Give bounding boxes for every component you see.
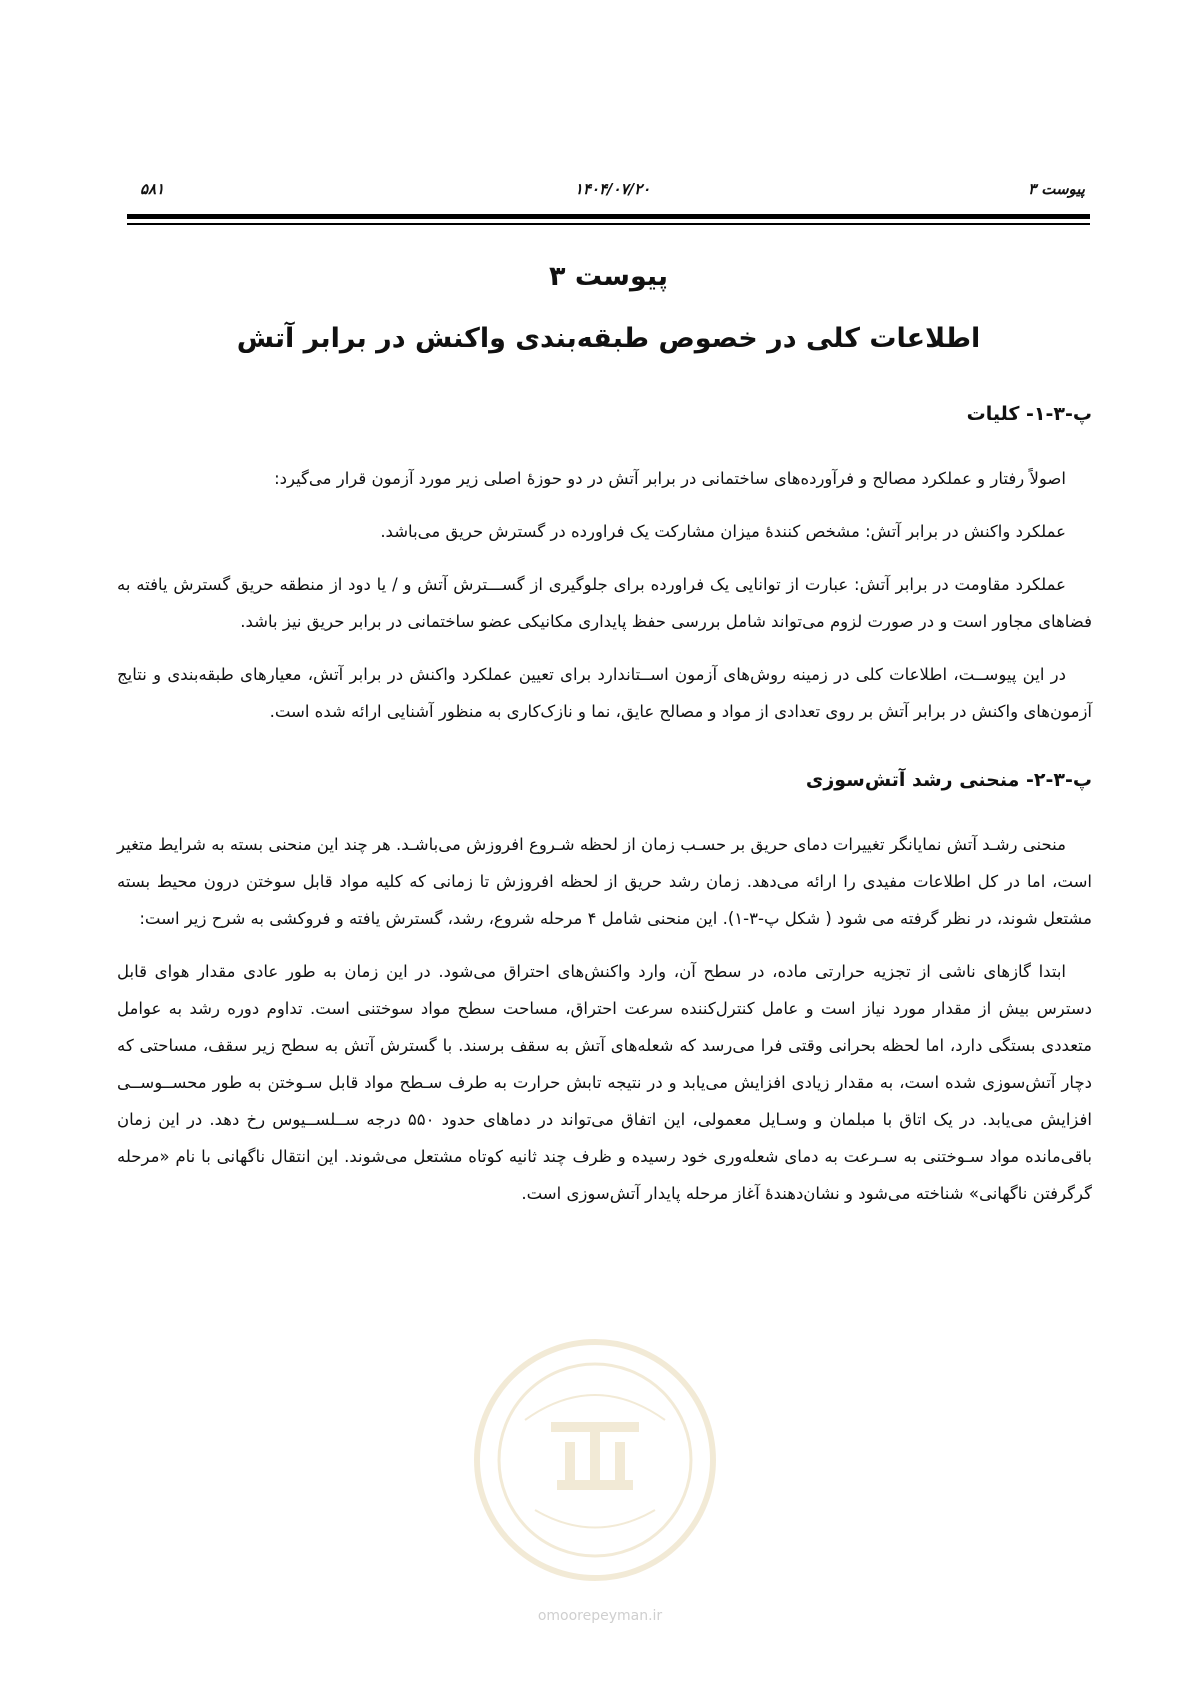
header-date: ۱۴۰۴/۰۷/۲۰ (574, 180, 651, 198)
running-header (140, 180, 1085, 206)
header-page-number: ۵۸۱ (140, 180, 165, 198)
paragraph: اصولاً رفتار و عملکرد مصالح و فرآورده‌های ساختمانی در برابر آتش در دو حوزۀ اصلی زیر مورد آزمون قرار می‌گیرد: (274, 469, 1066, 488)
paragraph: عملکرد مقاومت در برابر آتش: عبارت از توانایی یک فراورده برای جلوگیری از گســـترش آتش و / یا دود از منطقه حریق گسترش یافته به فضاهای مجاور است و در صورت لزوم می‌تواند شامل بررسی حفظ پایداری مکانیکی عضو ساختمانی در برابر حریق نیز باشد. (117, 575, 1092, 631)
watermark-url: omoorepeyman.ir (537, 1608, 663, 1624)
section-heading-fire-growth-curve: پ-۳-۲- منحنی رشد آتش‌سوزی (805, 769, 1092, 791)
header-rule-thick (127, 214, 1090, 219)
document-title (127, 252, 1090, 364)
paragraph: در این پیوســت، اطلاعات کلی در زمینه روش‌های آزمون اســتاندارد برای تعیین عملکرد واکنش در برابر آتش، معیارهای طبقه‌بندی و نتایج آزمون‌های واکنش در برابر آتش بر روی تعدادی از مواد و مصالح عایق، نما و نازک‌کاری به منظور آشنایی ارائه شده است. (117, 665, 1092, 721)
header-appendix-label: پیوست ۳ (1027, 180, 1085, 198)
watermark-seal-icon (465, 1330, 725, 1590)
header-rule-thin (127, 223, 1090, 225)
paragraph: منحنی رشـد آتش نمایانگر تغییرات دمای حریق بر حسـب زمان از لحظه شـروع افروزش می‌باشـد. هر چند این منحنی بسته به شرایط متغیر است، اما در کل اطلاعات مفیدی را ارائه می‌دهد. زمان رشد حریق از لحظه افروزش تا زمانی که کلیه مواد قابل سوختن درون محیط بسته مشتعل شوند، در نظر گرفته می شود ( شکل پ-۳-۱). این منحنی شامل ۴ مرحله شروع، رشد، گسترش یافته و فروکشی به شرح زیر است: (117, 835, 1092, 928)
title-subject: اطلاعات کلی در خصوص طبقه‌بندی واکنش در برابر آتش (236, 323, 981, 354)
section-heading-generalities: پ-۳-۱- کلیات (966, 403, 1092, 425)
title-appendix: پیوست ۳ (548, 261, 669, 292)
paragraph: عملکرد واکنش در برابر آتش: مشخص کنندۀ میزان مشارکت یک فراورده در گسترش حریق می‌باشد. (380, 522, 1066, 541)
paragraph: ابتدا گازهای ناشی از تجزیه حرارتی ماده، در سطح آن، وارد واکنش‌های احتراق می‌شود. در این زمان به طور عادی مقدار هوای قابل دسترس بیش از مقدار مورد نیاز است و عامل کنترل‌کننده سرعت احتراق، مساحت سطح مواد سوختنی است. تداوم دوره رشد به عوامل متعددی بستگی دارد، اما لحظه بحرانی وقتی فرا می‌رسد که شعله‌های آتش به سقف برسند. با گسترش آتش به سطح زیر سقف، مساحتی که دچار آتش‌سوزی شده است، به مقدار زیادی افزایش می‌یابد و در نتیجه تابش حرارت به طرف سـطح مواد قابل سـوختن به طور محســوســی افزایش می‌یابد. در یک اتاق با مبلمان و وسـایل معمولی، این اتفاق می‌تواند در دماهای حدود ۵۵۰ درجه ســلســیوس رخ دهد. در این زمان باقی‌مانده مواد سـوختنی به سـرعت به دمای شعله‌وری خود رسیده و ظرف چند ثانیه کوتاه مشتعل می‌شوند. این انتقال ناگهانی با نام «مرحله گرگرفتن ناگهانی» شناخته می‌شود و نشان‌دهندۀ آغاز مرحله پایدار آتش‌سوزی است. (117, 962, 1092, 1203)
document-body (117, 400, 1092, 1212)
